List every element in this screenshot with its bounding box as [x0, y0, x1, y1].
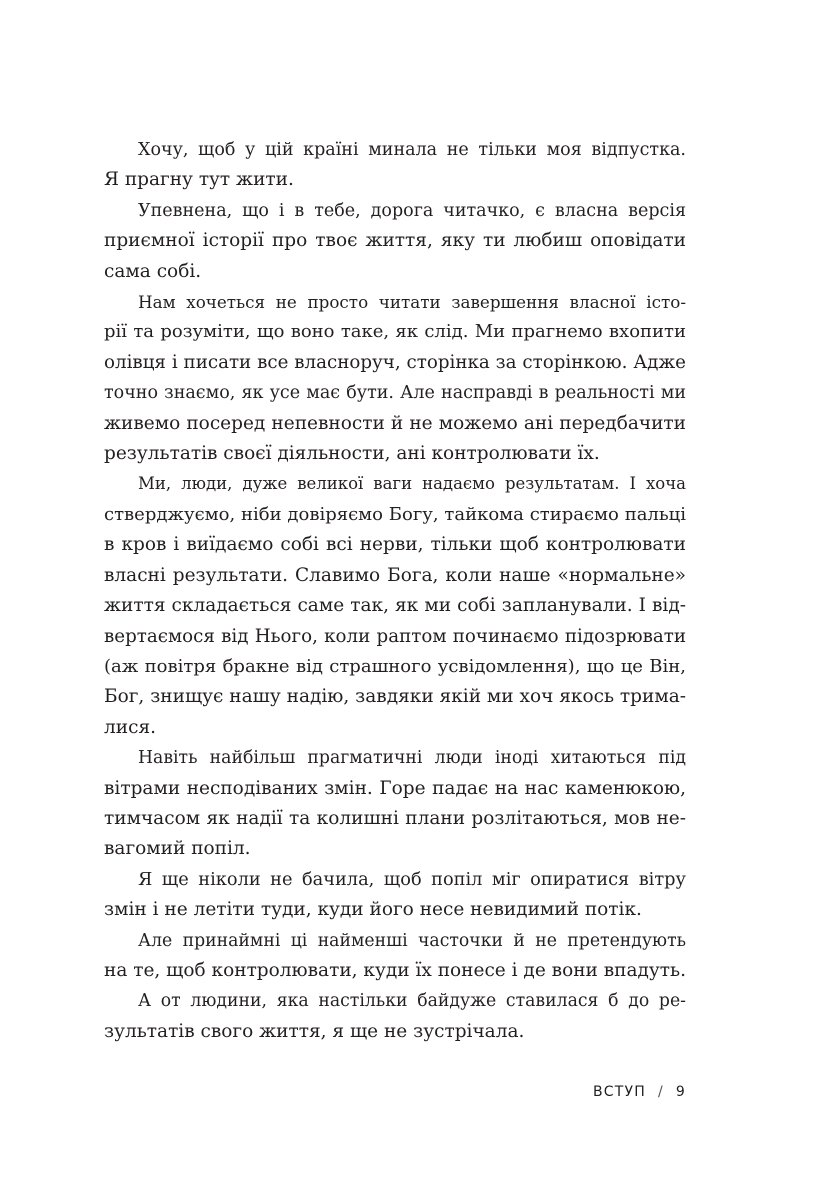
text-line: Бог, знищує нашу надію, завдяки якій ми хоч якось трима- [104, 686, 686, 708]
text-line: лися. [104, 716, 156, 738]
text-line: Але принаймні ці найменші часточки й не претендують [138, 930, 686, 951]
text-line: сама собі. [104, 260, 202, 282]
text-line: олівця і писати все власноруч, сторінка за сторінкою. Адже [104, 351, 686, 373]
paragraph [104, 196, 686, 287]
text-line: вагомий попіл. [104, 838, 251, 860]
text-line: приємної історії про твоє життя, яку ти любиш оповідати [104, 230, 686, 252]
page-number: 9 [675, 1084, 686, 1100]
text-line: на те, щоб контролювати, куди їх понесе і де вони впадуть. [104, 959, 686, 981]
body-text [104, 135, 686, 1047]
text-line: Навіть найбільш прагматичні люди іноді хитаються під [138, 748, 686, 769]
paragraph [104, 926, 686, 987]
text-line: стверджуємо, ніби довіряємо Богу, тайкома стираємо пальці [104, 503, 686, 525]
text-line: живемо посеред непевности й не можемо ані передбачити [104, 412, 686, 434]
footer-separator: / [657, 1084, 664, 1100]
text-line: (аж повітря бракне від страшного усвідомлення), що це Він, [104, 655, 686, 677]
text-line: А от людини, яка настільки байдуже ставилася б до ре- [138, 991, 686, 1012]
text-line: Нам хочеться не просто читати завершення власної істо- [138, 292, 686, 313]
running-footer [593, 1084, 686, 1100]
paragraph [104, 865, 686, 926]
paragraph [104, 287, 686, 469]
text-line: точно знаємо, як усе має бути. Але насправді в реальності ми [104, 383, 686, 404]
text-line: Хочу, щоб у цій країні минала не тільки моя відпустка. [138, 140, 686, 160]
text-line: власні результати. Славимо Бога, коли наше «нормальне» [104, 564, 686, 586]
paragraph [104, 986, 686, 1047]
text-line: Ми, люди, дуже великої ваги надаємо результатам. І хоча [138, 474, 686, 494]
text-line: зультатів свого життя, я ще не зустрічала. [104, 1020, 525, 1042]
text-line: рії та розуміти, що воно таке, як слід. Ми прагнемо вхопити [104, 321, 686, 343]
text-line: Упевнена, що і в тебе, дорога читачко, є власна версія [138, 200, 686, 221]
paragraph [104, 135, 686, 196]
text-line: Я ще ніколи не бачила, щоб попіл міг опиратися вітру [138, 869, 686, 890]
text-line: результатів своєї діяльности, ані контролювати їх. [104, 443, 600, 465]
text-line: в кров і виїдаємо собі всі нерви, тільки щоб контролювати [104, 534, 686, 556]
paragraph [104, 743, 686, 865]
section-title: ВСТУП [592, 1084, 646, 1100]
text-line: вертаємося від Нього, коли раптом починаємо підозрювати [104, 625, 686, 647]
text-line: Я прагну тут жити. [104, 169, 294, 191]
paragraph [104, 469, 686, 743]
text-line: тимчасом як надії та колишні плани розлітаються, мов не- [104, 807, 686, 829]
text-line: життя складається саме так, як ми собі запланували. І від- [104, 595, 686, 617]
text-line: вітрами несподіваних змін. Горе падає на нас каменюкою, [104, 777, 686, 799]
text-line: змін і не летіти туди, куди його несе невидимий потік. [104, 899, 642, 921]
